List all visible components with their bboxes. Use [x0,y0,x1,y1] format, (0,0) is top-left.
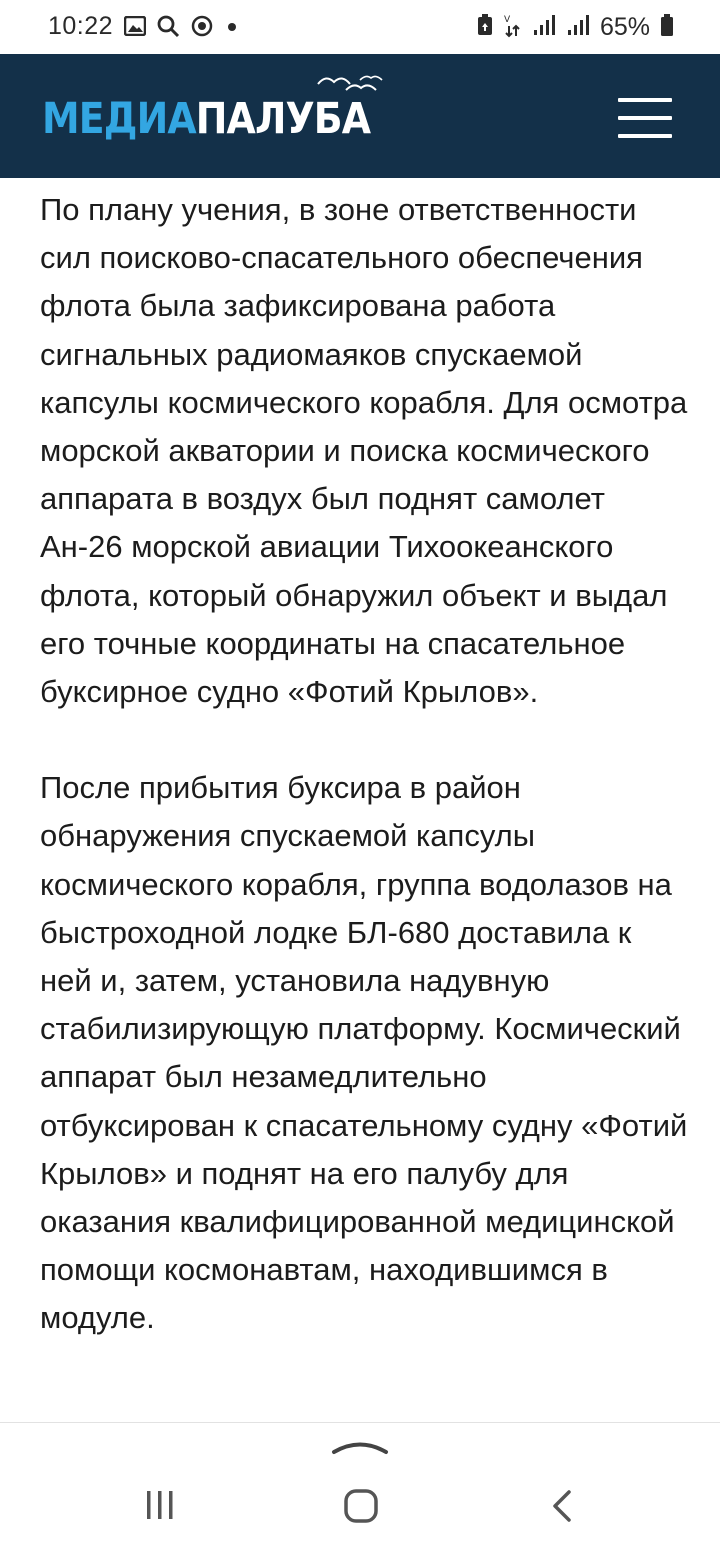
logo-part-paluba: ПАЛУБА [195,94,371,144]
status-left-icons [124,14,240,43]
home-icon[interactable] [343,1489,379,1528]
sync-icon [190,14,214,43]
vowifi-icon [504,12,522,43]
seagulls-icon [316,72,386,103]
site-logo[interactable] [42,94,371,144]
battery-level: 65% [599,13,650,41]
svg-text:V: V [503,15,511,25]
battery-saver-icon [476,13,494,42]
battery-icon [660,13,674,42]
system-nav-bar [0,1422,720,1561]
back-icon[interactable] [550,1489,574,1528]
logo-part-media: МЕДИА [42,94,196,144]
status-bar [0,0,720,54]
hamburger-icon[interactable] [618,98,674,138]
chevron-up-icon[interactable] [330,1435,390,1462]
signal-icon [566,13,590,42]
dot-icon [224,14,240,43]
recents-icon[interactable] [144,1489,176,1526]
article-paragraph: По плану учения, в зоне ответственности сил поисково-спасательного обеспечения флота была зафиксирована работа сигнальных радиомаяков спускаемой капсулы космического корабля. Для осмотра морской акватории и поиска космического аппарата в воздух был поднят самолет Ан-26 морской авиации Тихоокеанского флота, который обнаружил объект и выдал его точные координаты на спасательное буксирное судно «Фотий Крылов». [40,192,688,710]
gallery-icon [124,16,146,41]
signal-icon [532,13,556,42]
search-icon [156,14,180,43]
site-header [0,54,720,178]
article-paragraph: После прибытия буксира в район обнаружения спускаемой капсулы космического корабля, группа водолазов на быстроходной лодке БЛ-680 доставила к ней и, затем, установила надувную стабилизирующую платформу. Космический аппарат был незамедлительно отбуксирован к спасательному судну «Фотий Крылов» и поднят на его палубу для оказания квалифицированной медицинской помощи космонавтам, находившимся в модуле. [40,770,688,1336]
status-time: 10:22 [48,12,114,40]
article-body [40,186,690,1391]
status-right-icons [476,12,674,43]
